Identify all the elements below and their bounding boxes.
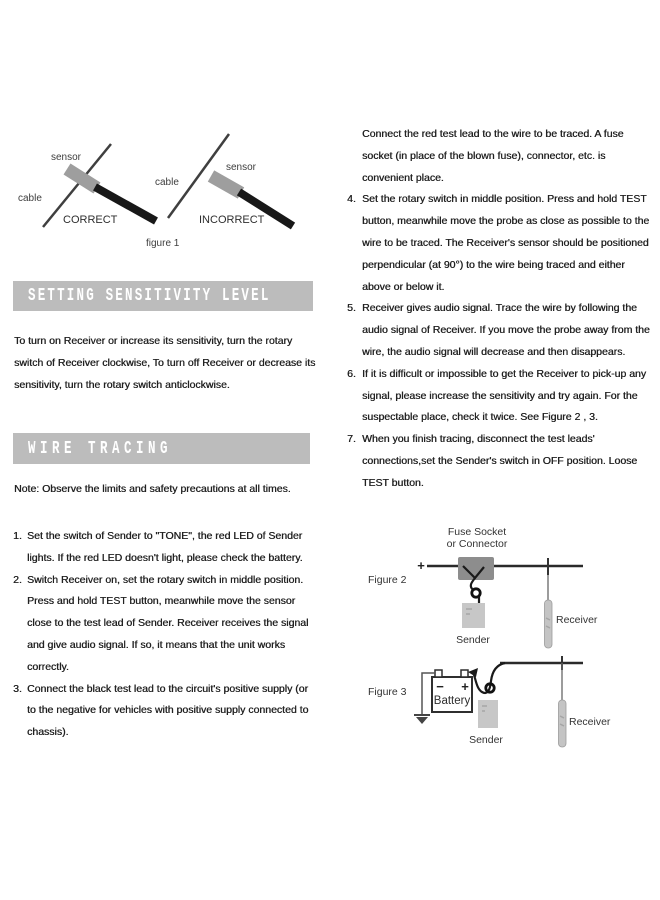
- figure3-caption: Figure 3: [368, 686, 407, 698]
- section-title: WIRE TRACING: [28, 437, 173, 459]
- step-number: 3.: [13, 682, 22, 695]
- step-text: Receiver gives audio signal. Trace the wire by following the audio signal of Receiver. If you move the probe away from the wire, the audio signal will decrease and then disappears.: [362, 302, 650, 358]
- minus-sign: −: [436, 679, 444, 694]
- arrowhead-icon: [468, 668, 478, 677]
- list-item: [347, 189, 651, 298]
- sender-box: [478, 700, 498, 728]
- continuation-paragraph: Connect the red test lead to the wire to be traced. A fuse socket (in place of the blown fuse), connector, etc. is convenient place.: [362, 128, 624, 184]
- receiver-probe-icon: [545, 600, 553, 648]
- figure1-incorrect-diagram: [155, 134, 293, 226]
- sender-label: Sender: [456, 634, 490, 646]
- safety-note: Note: Observe the limits and safety precautions at all times.: [14, 483, 291, 495]
- receiver-probe-icon: [559, 700, 567, 747]
- step-text: Set the switch of Sender to "TONE", the red LED of Sender lights. If the red LED doesn't light, please check the battery.: [27, 530, 303, 564]
- list-item: [13, 526, 319, 570]
- figure3-illustration: [355, 648, 653, 760]
- step-text: If it is difficult or impossible to get the Receiver to pick-up any signal, please increase the sensitivity and try again. For the suspectable place, check it twice. See Figure 2 , 3.: [362, 367, 647, 424]
- battery-terminal-positive: [461, 670, 468, 677]
- section-header-wire-tracing: [13, 433, 310, 464]
- incorrect-label: INCORRECT: [199, 214, 265, 226]
- receiver-label: Receiver: [556, 614, 598, 626]
- sensitivity-paragraph: To turn on Receiver or increase its sensitivity, turn the rotary switch of Receiver clockwise, To turn off Receiver or decrease its sensitivity, turn the rotary switch anticlockwise.: [14, 335, 316, 391]
- step-number: 2.: [13, 573, 22, 586]
- instruction-list-left: [13, 526, 319, 744]
- plus-sign: +: [417, 558, 425, 573]
- step-number: 5.: [347, 302, 356, 315]
- figure2-caption: Figure 2: [368, 574, 407, 586]
- list-item: [347, 364, 651, 429]
- sender-label: Sender: [469, 734, 503, 746]
- cable-label: cable: [155, 177, 179, 188]
- section-header-setting-sensitivity: [13, 281, 313, 311]
- plus-sign: +: [461, 679, 469, 694]
- ground-symbol-triangle: [416, 717, 428, 724]
- step-number: 6.: [347, 367, 356, 380]
- step-text: Set the rotary switch in middle position. Press and hold TEST button, meanwhile move the probe as close as possible to the wire to be traced. The Receiver's sensor should be positioned perpendicular (at 90°) to the wire being traced and either above or below it.: [362, 193, 650, 293]
- list-item: [347, 429, 651, 494]
- fuse-socket-label-line1: Fuse Socket: [447, 526, 507, 538]
- step-number: 7.: [347, 433, 356, 446]
- step-number: 1.: [13, 530, 22, 542]
- instruction-list-right: [347, 124, 651, 495]
- step-text: Switch Receiver on, set the rotary switch in middle position. Press and hold TEST button, meanwhile move the sensor close to the test lead of Sender. Receiver receives the signal and give audio signal. If so, it means that the unit works correctly.: [27, 573, 309, 673]
- sensor-head-icon: [67, 169, 97, 188]
- battery-terminal-negative: [435, 670, 442, 677]
- figure1-correct-diagram: [18, 144, 156, 227]
- sender-box: [462, 603, 485, 628]
- figure1-caption: figure 1: [146, 238, 180, 249]
- sender-lead-wire: [474, 663, 505, 693]
- sensor-label: sensor: [226, 162, 257, 173]
- cable-label: cable: [18, 193, 42, 204]
- correct-label: CORRECT: [63, 214, 118, 226]
- section-title: SETTING SENSITIVITY LEVEL: [28, 285, 271, 307]
- figure1-illustration: [10, 130, 310, 255]
- battery-label: Battery: [433, 695, 471, 707]
- list-item: [13, 679, 319, 744]
- figure2-illustration: [355, 523, 653, 653]
- fuse-socket-label-line2: or Connector: [446, 538, 508, 550]
- step-text: When you finish tracing, disconnect the test leads' connections,set the Sender's switch in OFF position. Loose TEST button.: [362, 433, 638, 489]
- sensor-head-icon: [211, 176, 241, 193]
- clamp-icon: [472, 589, 480, 597]
- receiver-label: Receiver: [569, 716, 611, 728]
- step-text: Connect the black test lead to the circuit's positive supply (or to the negative for vehicles with positive supply connected to chassis).: [27, 682, 309, 739]
- step-number: 4.: [347, 193, 356, 206]
- sensor-label: sensor: [51, 152, 82, 163]
- list-item: [347, 298, 651, 363]
- list-item: [13, 570, 319, 679]
